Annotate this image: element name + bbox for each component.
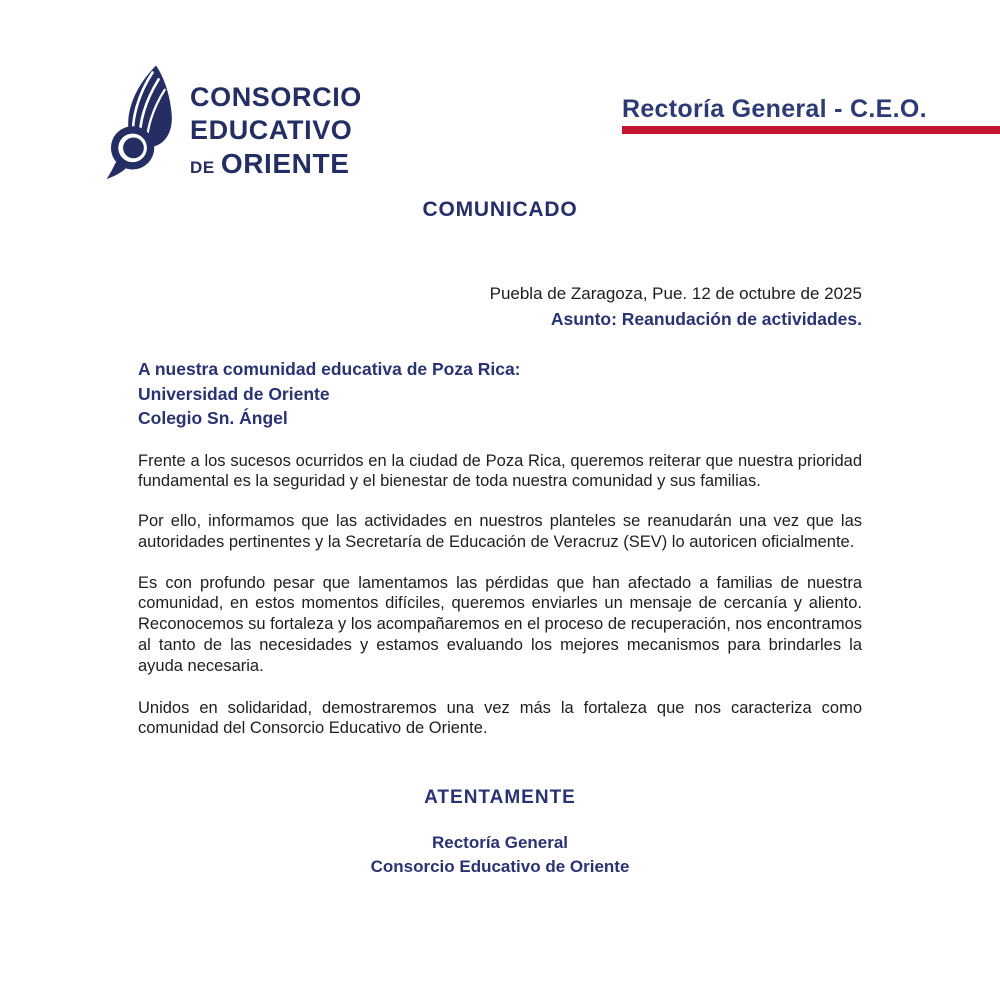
paragraph-1: Frente a los sucesos ocurridos en la ciudad de Poza Rica, queremos reiterar que nuestra prioridad fundamental es la seguridad y el bienestar de toda nuestra comunidad y sus familias.	[138, 451, 862, 491]
wordmark-line-2: EDUCATIVO	[190, 115, 353, 145]
recipient-block	[138, 357, 862, 431]
letter-body	[138, 283, 862, 879]
recipient-line-1: A nuestra comunidad educativa de Poza Rica:	[138, 359, 521, 379]
paragraph-4: Unidos en solidaridad, demostraremos una vez más la fortaleza que nos caracteriza como comunidad del Consorcio Educativo de Oriente.	[138, 698, 862, 738]
recipient-line-2: Universidad de Oriente	[138, 383, 330, 404]
recipient-line-3: Colegio Sn. Ángel	[138, 408, 288, 428]
signature-office: Rectoría General	[431, 833, 569, 853]
salutation: ATENTAMENTE	[424, 787, 576, 809]
wordmark-oriente: ORIENTE	[220, 148, 350, 179]
wordmark-de: DE	[190, 158, 215, 177]
red-divider-rule	[622, 126, 1000, 134]
department-title: Rectoría General - C.E.O.	[622, 95, 927, 123]
wordmark-line-3	[190, 150, 362, 178]
signature-organization: Consorcio Educativo de Oriente	[370, 857, 630, 877]
signature-block	[138, 831, 862, 879]
wing-eye-logo-icon	[104, 60, 182, 182]
paragraph-2: Por ello, informamos que las actividades en nuestros planteles se reanudarán una vez que las autoridades pertinentes y la Secretaría de Educación de Veracruz (SEV) lo autoricen oficialmente.	[138, 512, 862, 551]
subject-line: Asunto: Reanudación de actividades.	[550, 309, 862, 329]
organization-logo	[104, 60, 362, 182]
paragraph-3: Es con profundo pesar que lamentamos las pérdidas que han afectado a familias de nuestra comunidad, en estos momentos difíciles, queremos enviarles un mensaje de cercanía y aliento. Reconocemos su fortaleza y los acompañaremos en el proceso de recuperación, nos encontramos al tanto de las necesidades y estamos evaluando los mejores mecanismos para brindarles la ayuda necesaria.	[138, 573, 862, 675]
organization-wordmark	[190, 60, 362, 178]
dateline: Puebla de Zaragoza, Pue. 12 de octubre de 2025	[489, 284, 862, 303]
document-title: COMUNICADO	[422, 198, 578, 221]
wordmark-line-1: CONSORCIO	[190, 82, 362, 112]
